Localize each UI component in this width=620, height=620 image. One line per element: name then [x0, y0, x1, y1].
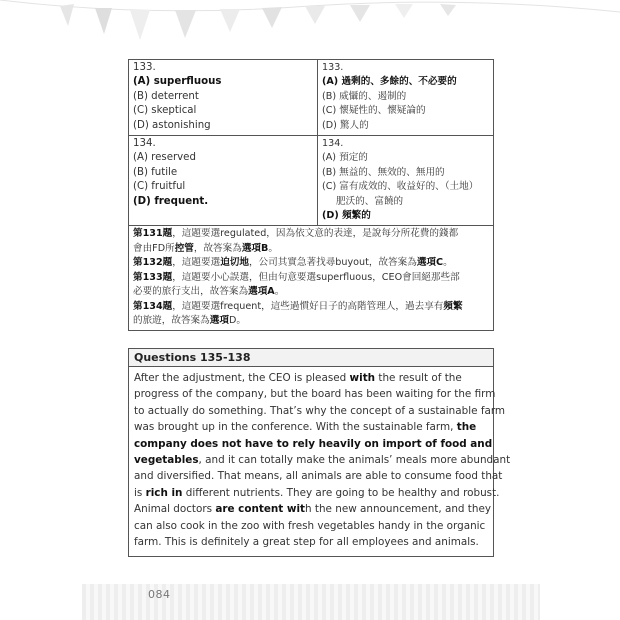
passage-heading: Questions 135-138: [129, 349, 493, 367]
option-c: (C) skeptical: [133, 105, 197, 117]
option-b: (B) deterrent: [133, 90, 199, 102]
option-d-correct: (D) frequent.: [133, 195, 209, 207]
option-b-translation: (B) 威懾的、遏制的: [322, 90, 407, 102]
option-a: (A) reserved: [133, 152, 196, 164]
passage-line: progress of the company, but the board has been waiting for the firm: [134, 388, 496, 401]
explanation-line: 必要的旅行支出，故答案為選項A。: [133, 286, 285, 298]
table-row: [129, 136, 494, 226]
explanation-line: 的旅遊，故答案為選項D。: [133, 314, 246, 326]
bunting-decoration: [0, 0, 620, 60]
option-b-translation: (B) 無益的、無效的、無用的: [322, 166, 445, 178]
explanation-line: 第134題，這題要選frequent，這些過慣好日子的高階管理人，過去享有頻繁: [133, 300, 463, 312]
table-row: [129, 226, 494, 331]
passage-line: can also cook in the zoo with fresh vegetables handy in the organic: [134, 519, 486, 532]
option-a-translation-correct: (A) 過剩的、多餘的、不必要的: [322, 76, 457, 88]
option-a-correct: (A) superfluous: [133, 76, 222, 88]
option-a-translation: (A) 預定的: [322, 152, 368, 164]
question-number: 134.: [322, 138, 344, 150]
passage-line: is rich in different nutrients. They are going to be healthy and robust.: [134, 486, 500, 499]
page-number: 084: [148, 588, 171, 601]
passage-box: [128, 348, 511, 557]
passage-line: Animal doctors are content with the new announcement, and they: [134, 503, 492, 516]
passage-line: to actually do something. That’s why the concept of a sustainable farm: [134, 404, 506, 417]
passage-text: [129, 367, 511, 556]
answer-explanations: [129, 226, 494, 331]
question-number: 133.: [133, 62, 156, 73]
vocab-table: [128, 59, 494, 331]
passage-line: After the adjustment, the CEO is pleased with the result of the: [134, 372, 462, 384]
option-c-translation-continued: 肥沃的、富饒的: [336, 195, 404, 207]
question-133-translations: [318, 60, 494, 136]
explanation-line: 第133題，這題要小心誤選，但由句意要選superfluous，CEO會回絕那些部: [133, 271, 460, 283]
option-c: (C) fruitful: [133, 181, 186, 193]
explanation-line: 會由FD所控管，故答案為選項B。: [133, 242, 278, 254]
option-d-translation-correct: (D) 頻繁的: [322, 210, 371, 222]
passage-line: company does not have to rely heavily on import of food and: [134, 437, 493, 450]
question-133-options: [129, 60, 318, 136]
option-c-translation: (C) 懷疑性的、懷疑論的: [322, 105, 426, 117]
passage-line: was brought up in the conference. With the sustainable farm, the: [134, 421, 477, 434]
passage-line: and diversified. That means, all animals are able to consume food that: [134, 470, 503, 483]
option-d-translation: (D) 驚人的: [322, 119, 369, 131]
table-row: [129, 60, 494, 136]
explanation-line: 第131題，這題要選regulated，因為依文意的表達，是說每分所花費的錢都: [133, 228, 459, 240]
explanation-line: 第132題，這題要選迫切地，公司其實急著找尋buyout，故答案為選項C。: [133, 257, 453, 269]
question-134-options: [129, 136, 318, 226]
passage-line: farm. This is definitely a great step for all employees and animals.: [134, 536, 479, 549]
option-d: (D) astonishing: [133, 119, 211, 131]
question-number: 134.: [133, 138, 156, 150]
passage-line: vegetables, and it can totally make the animals’ meals more abundant: [134, 454, 511, 467]
option-b: (B) futile: [133, 166, 178, 178]
option-c-translation: (C) 富有成效的、收益好的、（土地）: [322, 181, 479, 193]
question-134-translations: [318, 136, 494, 226]
question-number: 133.: [322, 62, 344, 73]
